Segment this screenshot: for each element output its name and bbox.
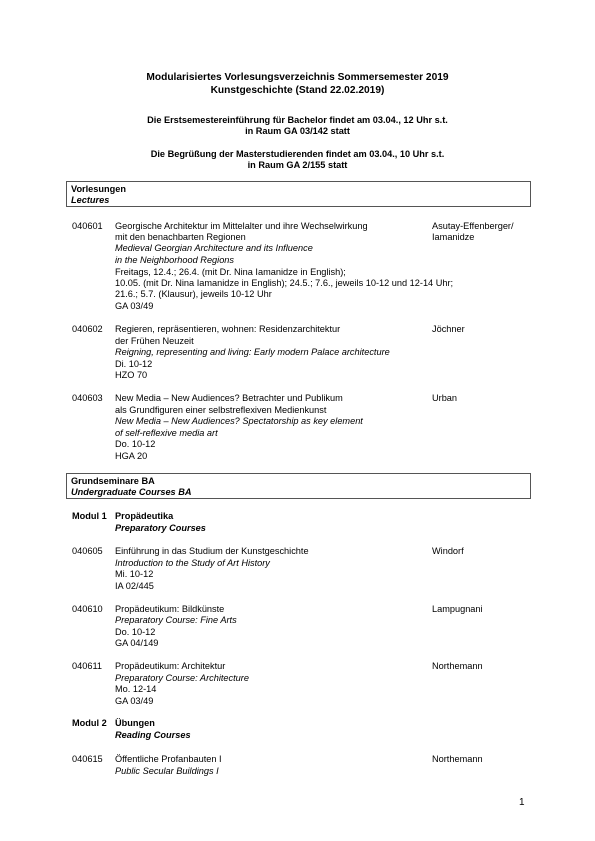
section-title-undergraduate: Grundseminare BA (71, 476, 155, 486)
module-label: Modul 2 (72, 718, 107, 728)
course-code: 040603 (72, 393, 103, 403)
course-room: GA 03/49 (115, 301, 154, 311)
course-title-en: Preparatory Course: Fine Arts (115, 615, 237, 625)
section-title-lectures: Vorlesungen (71, 184, 126, 194)
course-title-de: der Frühen Neuzeit (115, 336, 194, 346)
course-lecturer: Jöchner (432, 324, 465, 334)
section-subtitle-undergraduate: Undergraduate Courses BA (71, 487, 192, 497)
module-title: Übungen (115, 718, 155, 728)
course-schedule: Mo. 12-14 (115, 684, 157, 694)
section-box-lectures (66, 181, 531, 207)
course-title-en: of self-reflexive media art (115, 428, 218, 438)
course-code: 040615 (72, 754, 103, 764)
module-subtitle: Reading Courses (115, 730, 191, 740)
course-code: 040610 (72, 604, 103, 614)
course-code: 040601 (72, 221, 103, 231)
course-lecturer: Northemann (432, 661, 483, 671)
course-lecturer: Iamanidze (432, 232, 475, 242)
course-lecturer: Urban (432, 393, 458, 403)
course-title-de: Einführung in das Studium der Kunstgeschichte (115, 546, 309, 556)
course-room: HZO 70 (115, 370, 148, 380)
course-title-de: Propädeutikum: Bildkünste (115, 604, 225, 614)
bachelor-notice-line2: in Raum GA 03/142 statt (245, 126, 350, 136)
course-lecturer: Asutay-Effenberger/ (432, 221, 514, 231)
course-code: 040602 (72, 324, 103, 334)
module-subtitle: Preparatory Courses (115, 523, 206, 533)
course-title-de: Regieren, repräsentieren, wohnen: Residenzarchitektur (115, 324, 341, 334)
course-schedule: 21.6.; 5.7. (Klausur), jeweils 10-12 Uhr (115, 289, 272, 299)
course-room: GA 04/149 (115, 638, 159, 648)
bachelor-notice-line1: Die Erstsemestereinführung für Bachelor findet am 03.04., 12 Uhr s.t. (147, 115, 448, 125)
module-label: Modul 1 (72, 511, 107, 521)
module-title: Propädeutika (115, 511, 174, 521)
page-number: 1 (519, 797, 525, 808)
document-title-line2: Kunstgeschichte (Stand 22.02.2019) (210, 85, 385, 96)
section-subtitle-lectures: Lectures (71, 195, 110, 205)
master-notice-line1: Die Begrüßung der Masterstudierenden findet am 03.04., 10 Uhr s.t. (150, 149, 445, 159)
course-title-en: Introduction to the Study of Art History (115, 558, 270, 568)
course-title-en: New Media – New Audiences? Spectatorship as key element (115, 416, 363, 426)
course-code: 040605 (72, 546, 103, 556)
course-title-de: Propädeutikum: Architektur (115, 661, 226, 671)
course-title-de: New Media – New Audiences? Betrachter und Publikum (115, 393, 343, 403)
course-schedule: Di. 10-12 (115, 359, 153, 369)
course-schedule: 10.05. (mit Dr. Nina Iamanidze in English); 24.5.; 7.6., jeweils 10-12 und 12-14 Uhr; (115, 278, 454, 288)
course-title-en: Public Secular Buildings I (115, 766, 219, 776)
course-lecturer: Lampugnani (432, 604, 483, 614)
course-title-de: mit den benachbarten Regionen (115, 232, 246, 242)
course-room: IA 02/445 (115, 581, 154, 591)
master-notice-line2: in Raum GA 2/155 statt (247, 160, 348, 170)
course-lecturer: Northemann (432, 754, 483, 764)
course-lecturer: Windorf (432, 546, 464, 556)
course-schedule: Freitags, 12.4.; 26.4. (mit Dr. Nina Iamanidze in English); (115, 267, 346, 277)
course-title-de: Georgische Architektur im Mittelalter und ihre Wechselwirkung (115, 221, 368, 231)
course-title-en: Preparatory Course: Architecture (115, 673, 249, 683)
course-room: GA 03/49 (115, 696, 154, 706)
course-code: 040611 (72, 661, 102, 671)
course-title-en: Reigning, representing and living: Early modern Palace architecture (115, 347, 390, 357)
course-room: HGA 20 (115, 451, 148, 461)
course-schedule: Do. 10-12 (115, 439, 156, 449)
course-title-en: Medieval Georgian Architecture and its Influence (115, 243, 313, 253)
document-title-line1: Modularisiertes Vorlesungsverzeichnis Sommersemester 2019 (146, 72, 449, 83)
course-schedule: Mi. 10-12 (115, 569, 154, 579)
course-title-de: Öffentliche Profanbauten I (115, 754, 222, 764)
course-title-de: als Grundfiguren einer selbstreflexiven Medienkunst (115, 405, 327, 415)
course-schedule: Do. 10-12 (115, 627, 156, 637)
course-title-en: in the Neighborhood Regions (115, 255, 235, 265)
